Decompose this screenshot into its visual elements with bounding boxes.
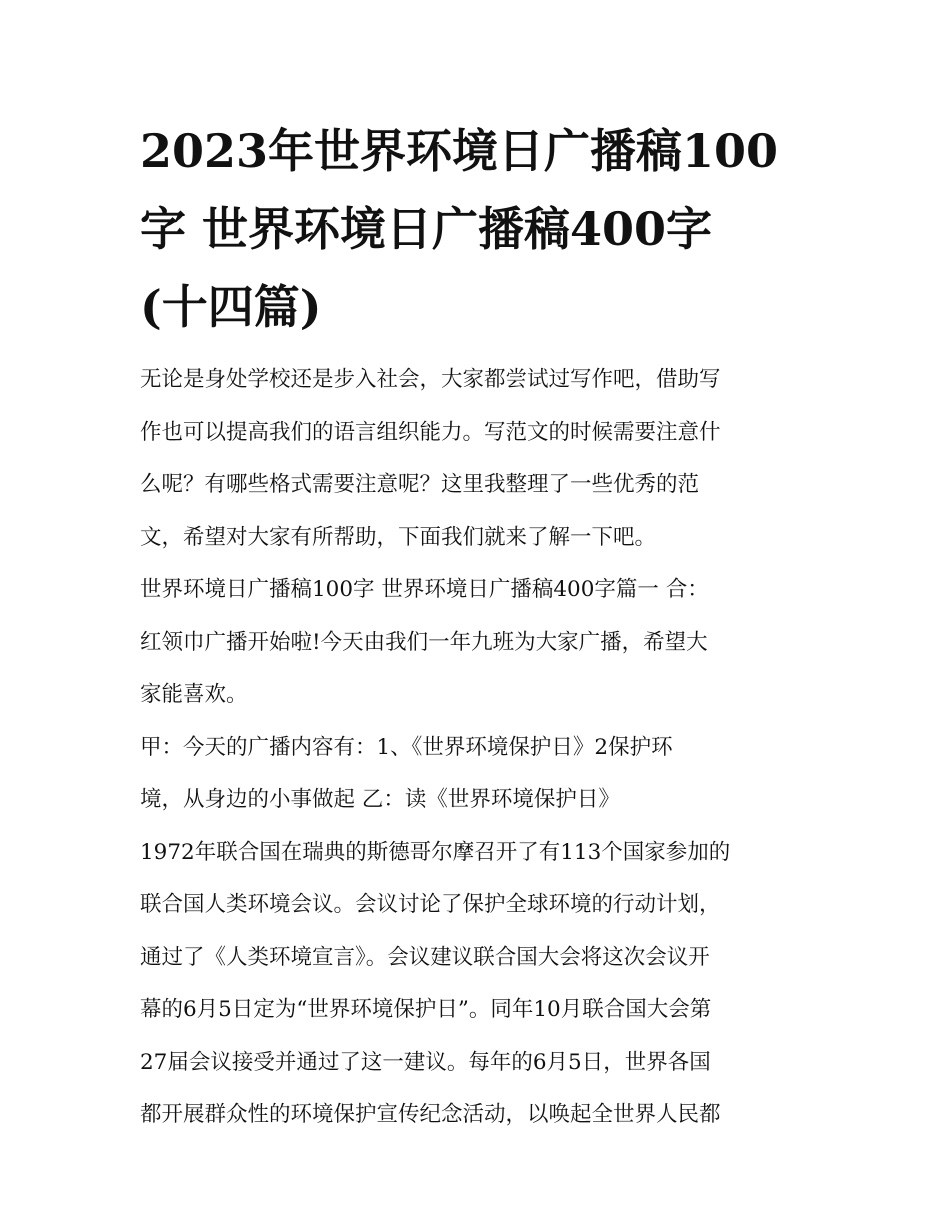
intro-line: 么呢？有哪些格式需要注意呢？这里我整理了一些优秀的范	[140, 472, 700, 497]
title-line: 字 世界环境日广播稿400字	[140, 202, 713, 256]
paragraph-line: 都开展群众性的环境保护宣传纪念活动，以唤起全世界人民都	[140, 1102, 721, 1127]
intro-line: 无论是身处学校还是步入社会，大家都尝试过写作吧，借助写	[140, 367, 721, 392]
paragraph-line: 红领巾广播开始啦!今天由我们一年九班为大家广播，希望大	[140, 629, 708, 655]
paragraph-line: 1972年联合国在瑞典的斯德哥尔摩召开了有113个国家参加的	[140, 839, 731, 865]
paragraph-line: 幕的6月5日定为“世界环境保护日”。同年10月联合国大会第	[140, 997, 712, 1022]
intro-line: 作也可以提高我们的语言组织能力。写范文的时候需要注意什	[140, 419, 721, 445]
document-body	[140, 354, 820, 1142]
paragraph-line: 27届会议接受并通过了这一建议。每年的6月5日，世界各国	[140, 1049, 711, 1075]
paragraph-line: 通过了《人类环境宣言》。会议建议联合国大会将这次会议开	[140, 944, 710, 970]
intro-line: 文，希望对大家有所帮助，下面我们就来了解一下吧。	[140, 524, 657, 550]
document-title	[140, 112, 820, 346]
title-line: (十四篇)	[140, 280, 322, 334]
paragraph-line: 境，从身边的小事做起 乙：读《世界环境保护日》	[140, 787, 620, 812]
paragraph-line: 甲：今天的广播内容有：1、《世界环境保护日》2保护环	[140, 734, 673, 760]
title-line: 2023年世界环境日广播稿100	[140, 124, 779, 178]
section-heading-line: 世界环境日广播稿100字 世界环境日广播稿400字篇一 合：	[140, 577, 709, 602]
paragraph-line: 家能喜欢。	[140, 682, 248, 707]
paragraph-line: 联合国人类环境会议。会议讨论了保护全球环境的行动计划，	[140, 892, 721, 917]
